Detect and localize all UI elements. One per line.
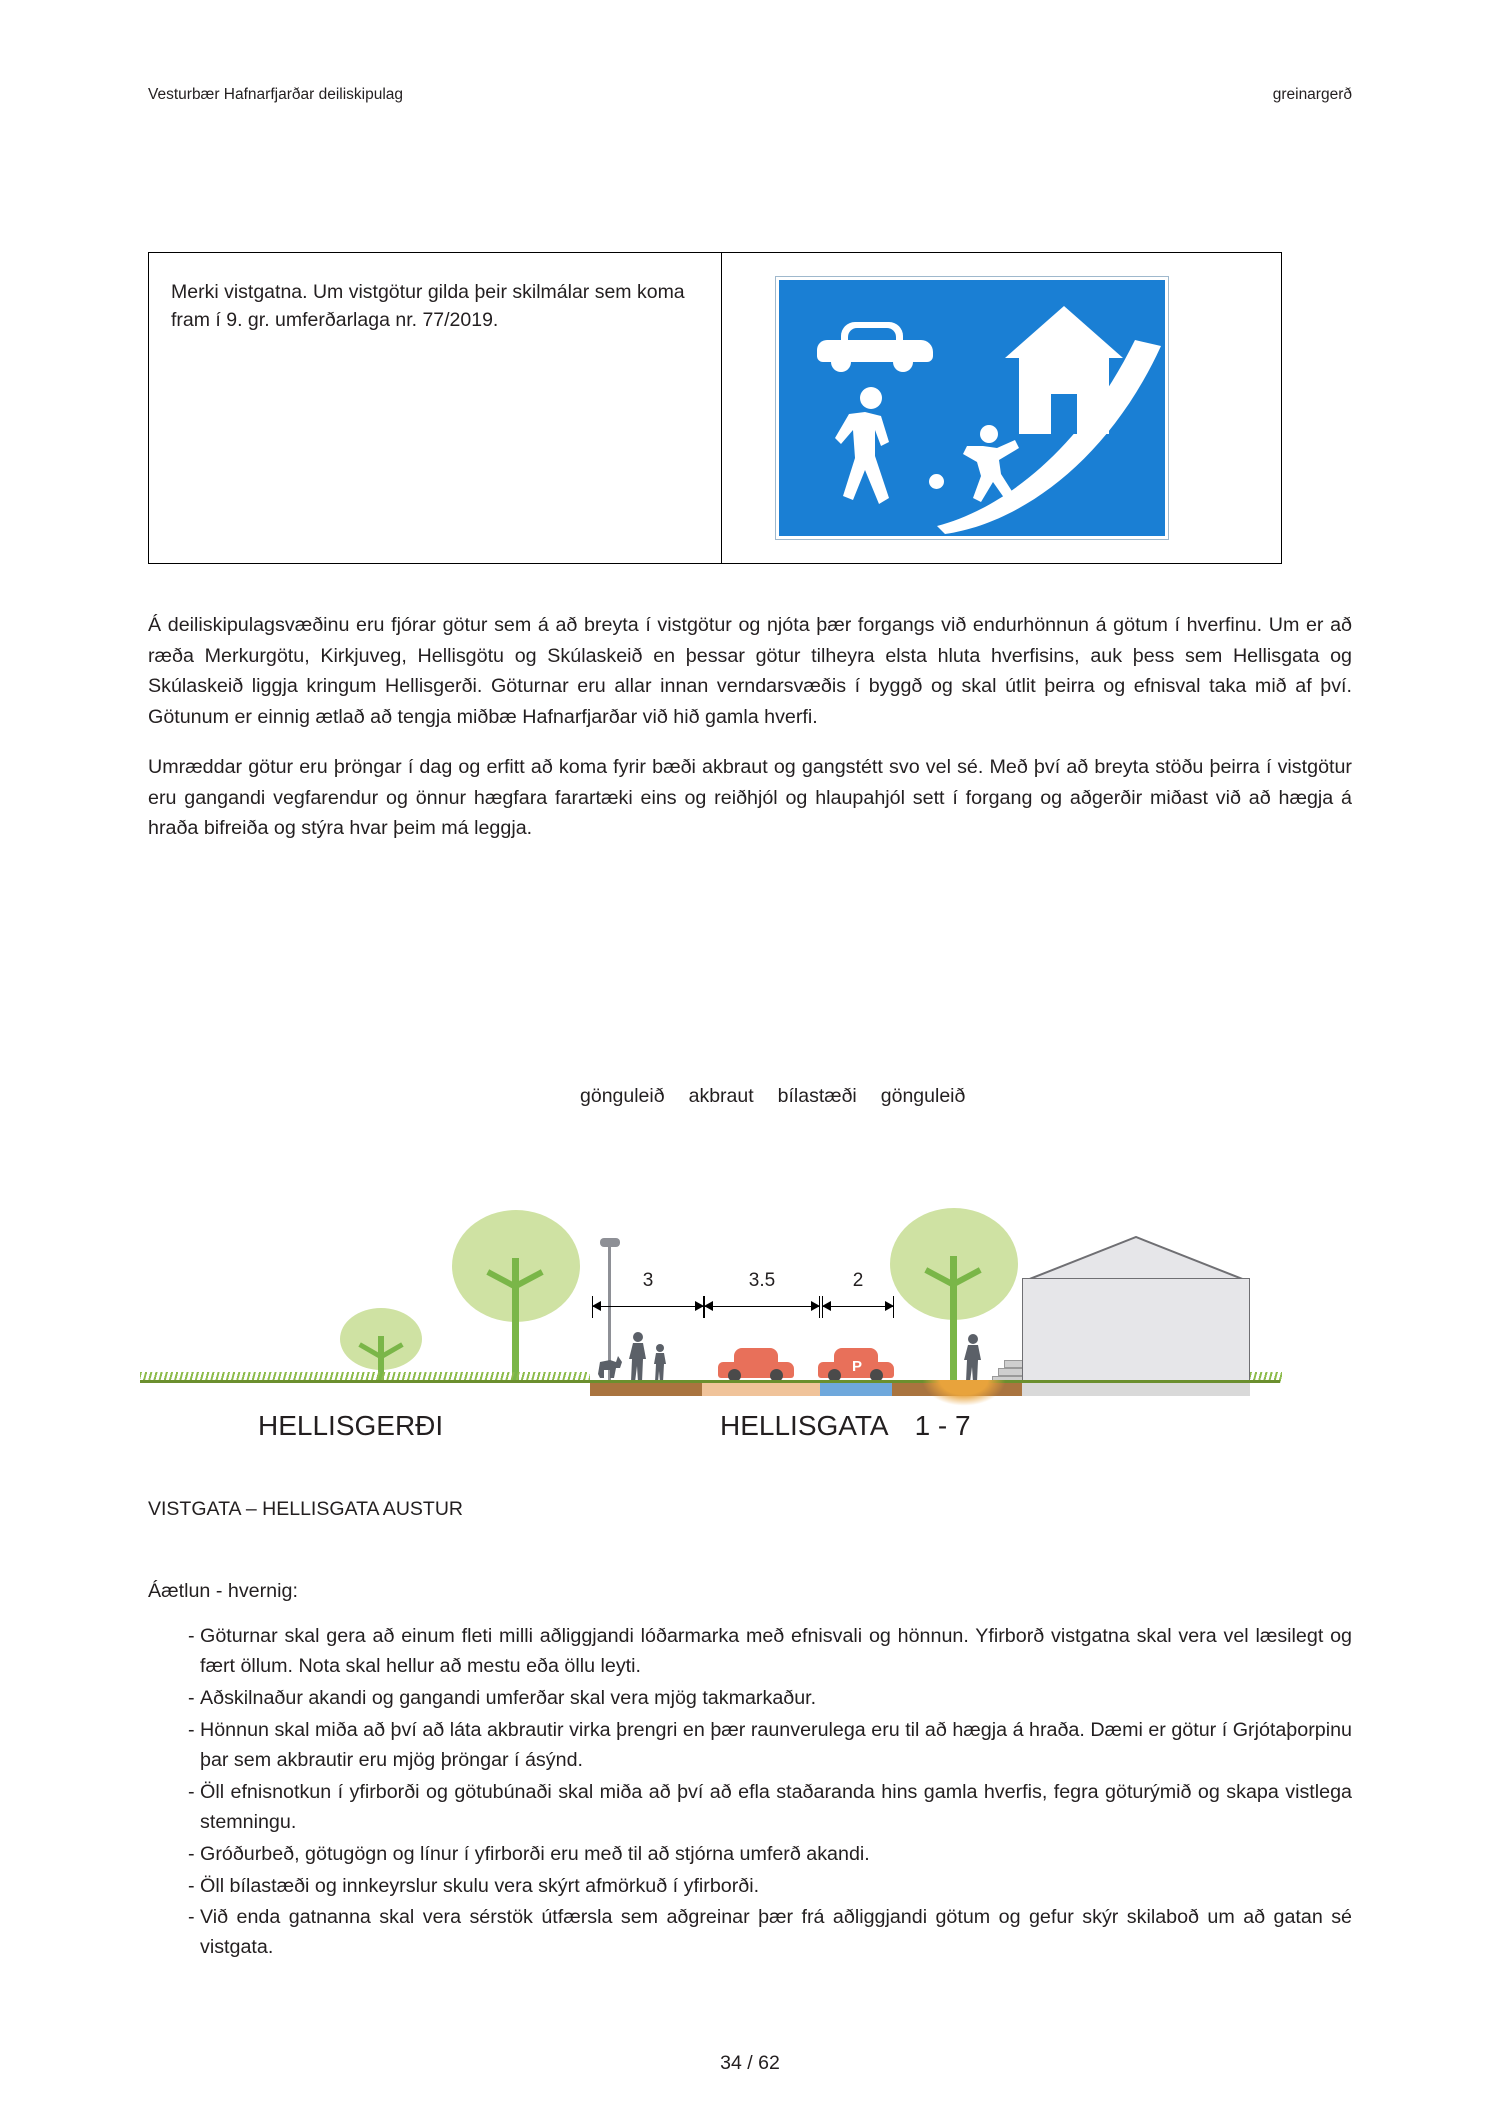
dimension-walkway xyxy=(592,1270,704,1316)
sign-description-cell: Merki vistgatna. Um vistgötur gilda þeir skilmálar sem koma fram í 9. gr. umferðarlaga nr. 77/2019. xyxy=(149,253,722,563)
surface-walkway-left xyxy=(590,1383,702,1396)
plan-bullet-list xyxy=(148,1622,1352,1965)
list-item xyxy=(148,1903,1352,1963)
child-playing-icon xyxy=(957,424,1025,511)
car-parked xyxy=(818,1346,894,1382)
sign-table xyxy=(148,252,1282,564)
ball-icon xyxy=(929,474,944,489)
list-item xyxy=(148,1684,1352,1714)
paragraph-2: Umræddar götur eru þröngar í dag og erfitt að koma fyrir bæði akbraut og gangstétt svo vel sé. Með því að breyta stöðu þeirra í vistgötur eru gangandi vegfarendur og önnur hægfara farartæki eins og reiðhjól og hlaupahjól sett í forgang og aðgerðir miðast við að hægja á hraða bifreiða og stýra hvar þeim má leggja. xyxy=(148,756,1352,840)
surface-roadway xyxy=(702,1383,820,1396)
header-right-text: greinargerð xyxy=(1272,86,1352,103)
dimension-roadway xyxy=(704,1270,820,1316)
bullet-text: Við enda gatnanna skal vera sérstök útfærsla sem aðgreinar þær frá aðliggjandi götum og gefur skýr skilaboð um að gatan sé vistgata. xyxy=(200,1906,1352,1959)
bullet-dash: - xyxy=(188,1686,195,1709)
pedestrian-right xyxy=(960,1332,986,1384)
zone-label-walkway-1: gönguleið xyxy=(580,1085,665,1107)
paragraph-1: Á deiliskipulagsvæðinu eru fjórar götur sem á að breyta í vistgötur og njóta þær forgangs við endurhönnun á götum í hverfinu. Um er að ræða Merkurgötu, Kirkjuveg, Hellisgötu og Skúlaskeið en þessar götur tilheyra elsta hluta hverfisins, auk þess sem Hellisgata og Skúlaskeið liggja kringum Hellisgerði. Göturnar eru allar innan verndarsvæðis í byggð og skal útlit þeirra og efnisval taka mið af því. Götunum er einnig ætlað að tengja miðbæ Hafnarfjarðar við hið gamla hverfi. xyxy=(148,614,1352,728)
sign-image-cell xyxy=(722,253,1281,563)
page-header xyxy=(148,86,1352,104)
surface-building-base xyxy=(1022,1383,1250,1396)
dimension-label-walkway: 3 xyxy=(642,1270,654,1291)
bullet-dash: - xyxy=(188,1842,195,1865)
list-item xyxy=(148,1872,1352,1902)
zone-labels xyxy=(580,1085,1050,1108)
pedestrian-group-left xyxy=(596,1328,696,1384)
bullet-dash: - xyxy=(188,1625,195,1647)
list-item xyxy=(148,1778,1352,1838)
car-icon xyxy=(817,320,933,376)
tree-pit xyxy=(922,1380,1006,1406)
surface-parking xyxy=(820,1383,892,1396)
zone-label-roadway: akbraut xyxy=(688,1085,754,1107)
caption-hellisgata-text: HELLISGATA xyxy=(720,1410,889,1441)
dimension-label-parking: 2 xyxy=(852,1270,864,1291)
list-item xyxy=(148,1622,1352,1682)
bullet-dash: - xyxy=(188,1780,195,1803)
zone-label-parking: bílastæði xyxy=(777,1085,857,1107)
bullet-dash: - xyxy=(188,1718,195,1741)
list-item xyxy=(148,1716,1352,1776)
bullet-text: Göturnar skal gera að einum fleti milli aðliggjandi lóðarmarka með efnisvali og hönnun. Yfirborð vistgatna skal vera vel læsilegt og fært öllum. Nota skal hellur að mestu eða öllu leyti. xyxy=(200,1625,1352,1677)
building-elevation xyxy=(1022,1236,1250,1382)
list-item xyxy=(148,1840,1352,1870)
page-number: 34 / 62 xyxy=(720,2052,780,2074)
bullet-text: Gróðurbeð, götugögn og línur í yfirborði eru með til að stjórna umferð akandi. xyxy=(200,1842,870,1865)
zone-label-walkway-2: gönguleið xyxy=(880,1085,966,1107)
bullet-text: Öll efnisnotkun í yfirborði og götubúnaði skal miða að því að efla staðaranda hins gamla hverfis, fegra göturýmið og skapa vistlega stemningu. xyxy=(200,1780,1352,1833)
drawing-sub-caption: VISTGATA – HELLISGATA AUSTUR xyxy=(148,1498,463,1520)
pedestrian-icon xyxy=(831,386,909,515)
house-icon xyxy=(1005,306,1123,434)
dimension-parking xyxy=(822,1270,894,1316)
bullet-dash: - xyxy=(188,1874,195,1897)
parking-marker-label: P xyxy=(852,1358,863,1375)
caption-hellisgata xyxy=(720,1410,971,1442)
car-on-road xyxy=(718,1346,794,1382)
bullet-text: Aðskilnaður akandi og gangandi umferðar skal vera mjög takmarkaður. xyxy=(200,1686,817,1709)
street-section-drawing xyxy=(0,1060,1500,1480)
tree-small-left xyxy=(340,1308,422,1382)
bullet-text: Öll bílastæði og innkeyrslur skulu vera skýrt afmörkuð í yfirborði. xyxy=(200,1874,760,1897)
caption-hellisgata-numbers: 1 - 7 xyxy=(914,1410,971,1441)
tree-large-left xyxy=(452,1210,580,1382)
plan-title: Áætlun - hvernig: xyxy=(148,1580,298,1602)
bullet-dash: - xyxy=(188,1906,195,1929)
caption-hellisgerdi: HELLISGERÐI xyxy=(258,1410,444,1441)
dimension-label-roadway: 3.5 xyxy=(748,1270,776,1291)
header-left-text: Vesturbær Hafnarfjarðar deiliskipulag xyxy=(148,86,404,103)
bullet-text: Hönnun skal miða að því að láta akbrautir virka þrengri en þær raunverulega eru til að hægja á hraða. Dæmi er götur í Grjótaþorpinu þar sem akbrautir eru mjög þröngar í ásýnd. xyxy=(200,1718,1352,1771)
vistgata-road-sign xyxy=(776,277,1168,539)
